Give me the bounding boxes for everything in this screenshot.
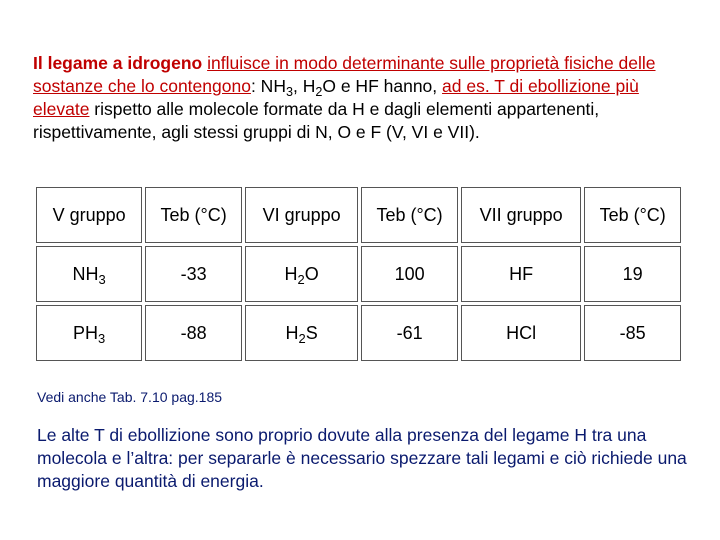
- intro-subscript-2: 2: [315, 84, 323, 99]
- intro-text-1: : NH: [250, 76, 286, 96]
- intro-text-3: O e HF hanno,: [322, 76, 443, 96]
- intro-highlight-boiling: ad es. T di ebollizione più elevate: [33, 76, 639, 119]
- formula-cell: $H_2S$: [245, 305, 358, 361]
- value-cell: 19: [584, 246, 681, 302]
- header-group-v: V gruppo: [36, 187, 142, 243]
- formula-cell: HF: [461, 246, 581, 302]
- value-cell: -88: [145, 305, 242, 361]
- table-row: [36, 305, 681, 361]
- formula-cell: $PH_3$: [36, 305, 142, 361]
- boiling-point-table: [33, 184, 684, 364]
- value-cell: -33: [145, 246, 242, 302]
- intro-title: Il legame a idrogeno: [33, 53, 203, 73]
- intro-text-4: rispetto alle molecole formate da H e dagli elementi appartenenti, rispettivamente, agli stessi gruppi di N, O e F (V, VI e VII).: [33, 99, 600, 142]
- intro-subscript-3: 3: [285, 84, 293, 99]
- value-cell: -61: [361, 305, 458, 361]
- table-header-row: [36, 187, 681, 243]
- header-teb-vi: Teb (°C): [361, 187, 458, 243]
- conclusion-paragraph: Le alte T di ebollizione sono proprio dovute alla presenza del legame H tra una molecola e l’altra: per separarle è necessario spezzare tali legami e ciò richiede una maggiore quantità di energia.: [37, 425, 687, 491]
- header-group-vi: VI gruppo: [245, 187, 358, 243]
- formula-cell: HCl: [461, 305, 581, 361]
- header-teb-vii: Teb (°C): [584, 187, 681, 243]
- header-teb-v: Teb (°C): [145, 187, 242, 243]
- value-cell: -85: [584, 305, 681, 361]
- intro-text-2: , H: [292, 76, 316, 96]
- formula-cell: $H_2O$: [245, 246, 358, 302]
- value-cell: 100: [361, 246, 458, 302]
- intro-paragraph: [33, 52, 693, 144]
- reference-note: Vedi anche Tab. 7.10 pag.185: [37, 389, 223, 405]
- formula-cell: $NH_3$: [36, 246, 142, 302]
- header-group-vii: VII gruppo: [461, 187, 581, 243]
- intro-highlight-properties: influisce in modo determinante sulle proprietà fisiche delle sostanze che lo contengono: [33, 53, 656, 96]
- table-row: [36, 246, 681, 302]
